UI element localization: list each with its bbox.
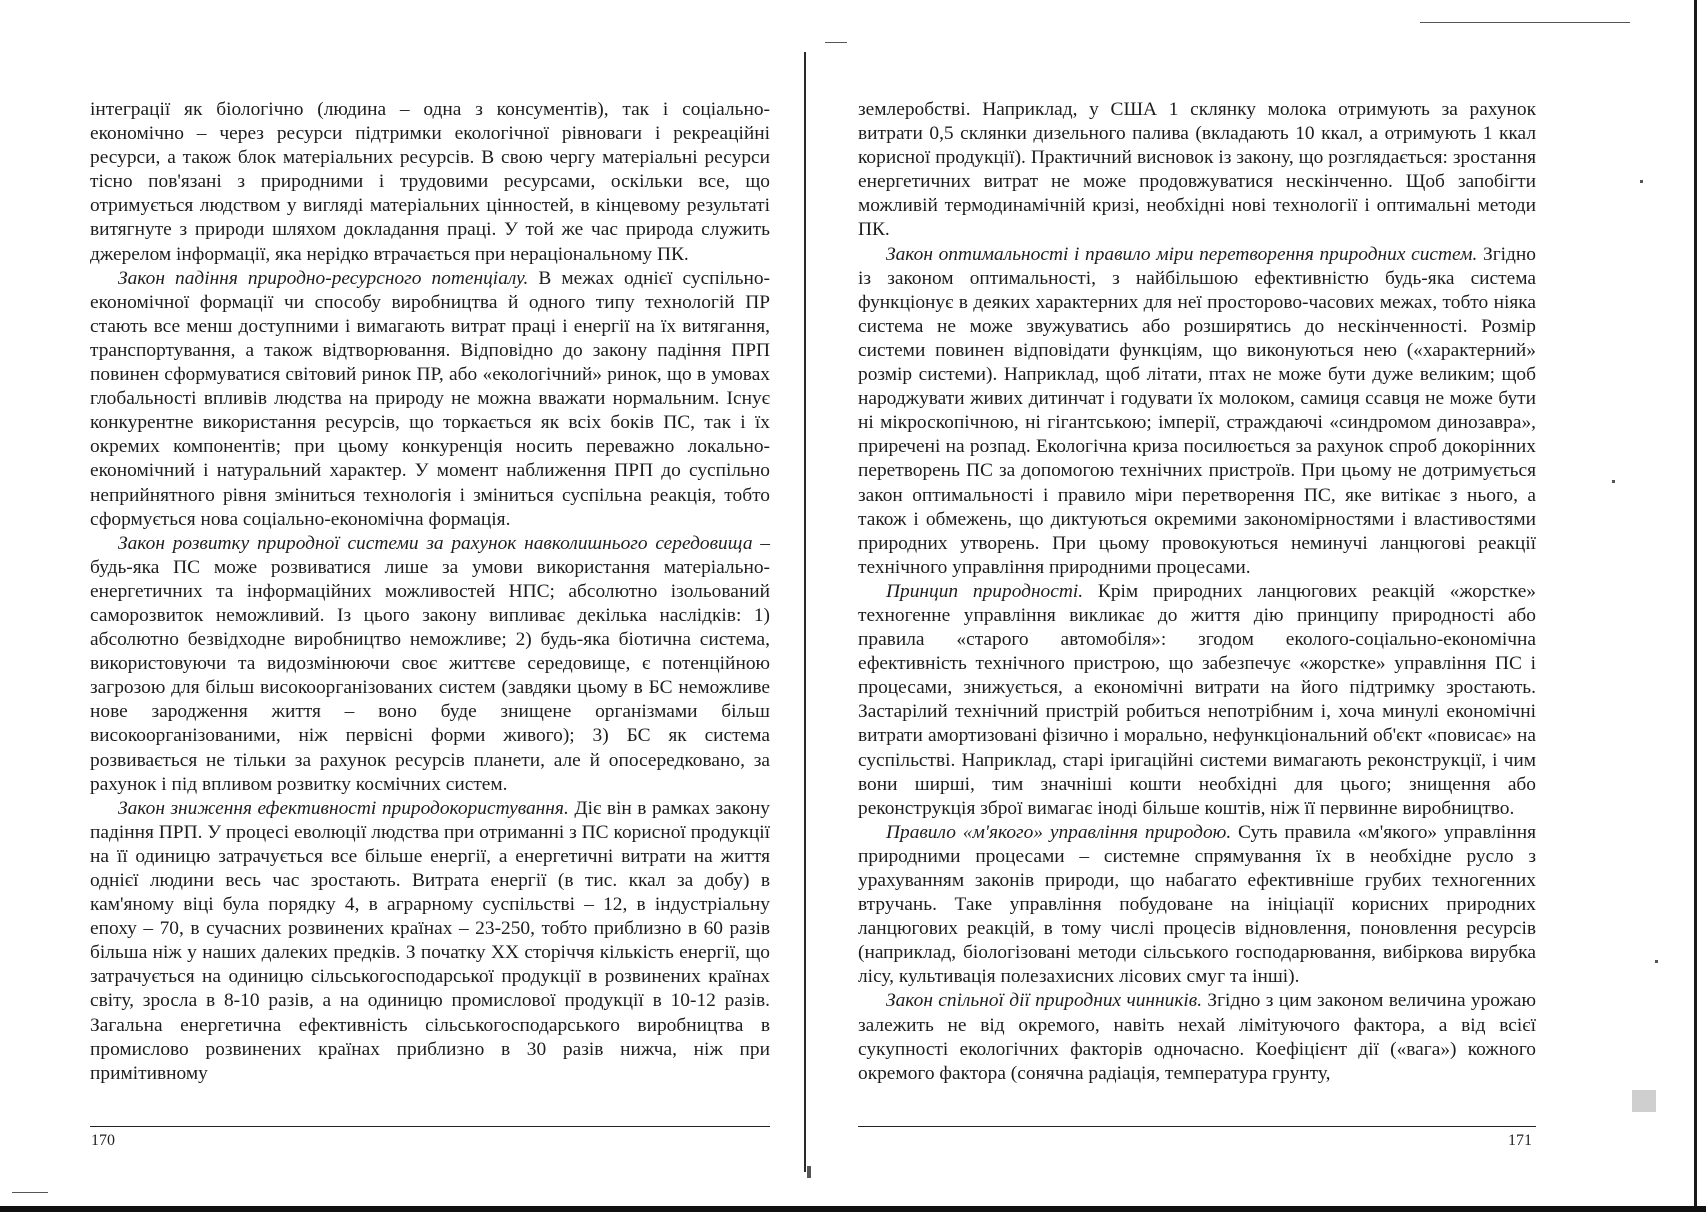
scan-right-edge — [1694, 0, 1697, 1212]
right-paragraph-2 — [858, 243, 1536, 580]
left-paragraph-3 — [90, 532, 770, 797]
right-paragraph-1 — [858, 98, 1536, 243]
paragraph-lead: Закон зниження ефективності природокористування. — [118, 797, 569, 819]
left-paragraph-2 — [90, 267, 770, 532]
right-footer-rule — [858, 1126, 1536, 1127]
left-footer-rule — [90, 1126, 770, 1127]
scan-mark — [1640, 180, 1643, 183]
paragraph-body: – будь-яка ПС може розвиватися лише за умови використання матеріально-енергетичних та інформаційних можливостей НПС; абсолютно ізольований саморозвиток неможливий. Із цього закону випливає декілька наслідків: 1) абсолютно безвідходне виробництво неможливе; 2) будь-яка біотична система, використовуючи та видозмінюючи своє життєве середовище, є потенційною загрозою для більш високоорганізованих систем (завдяки цьому в БС неможливе нове зародження життя – воно буде знищене організмами більш високоорганізованими, ніж первісні форми живого); 3) БС як система розвивається не тільки за рахунок ресурсів планети, але й опосередковано, за рахунок і під впливом розвитку космічних систем. — [90, 532, 770, 795]
paragraph-lead: Принцип природності. — [886, 580, 1084, 602]
left-page — [90, 98, 770, 1098]
scan-mark — [807, 1166, 811, 1178]
paragraph-body: інтеграції як біологічно (людина – одна з консументів), так і соціально-економічно – через ресурси підтримки екологічної рівноваги і рекреаційні ресурси, а також блок матеріальних ресурсів. В свою чергу матеріальні ресурси тісно пов'язані з природними і трудовими ресурсами, оскільки все, що отримується людством у вигляді матеріальних цінностей, в кінцевому результаті витягнуте з природи шляхом докладання праці. У той же час природа служить джерелом інформації, яка нерідко втрачається при нераціональному ПК. — [90, 99, 770, 265]
right-page-number: 171 — [1508, 1132, 1532, 1149]
paragraph-lead: Правило «м'якого» управління природою. — [886, 821, 1232, 843]
paragraph-lead: Закон спільної дії природних чинників. — [886, 990, 1203, 1012]
right-page — [858, 98, 1536, 1098]
paragraph-body: Крім природних ланцюгових реакцій «жорстке» техногенне управління викликає до життя дію принципу природності або правила «старого автомобіля»: згодом еколого-соціально-економічна ефективність технічного пристрою, що забезпечує «жорстке» управління ПС і процесами, знижується, а економічні витрати на його підтримку зростають. Застарілий технічний пристрій робиться непотрібним і, хоча минулі економічні витрати амортизовані фізично і морально, нефункціональний об'єкт «повисає» на суспільстві. Наприклад, старі іригаційні системи вимагають реконструкції, і чим вони ширші, тим значніші кошти необхідні для цього; знищення або реконструкція зброї вимагає іноді більше коштів, ніж її первинне виробництво. — [858, 580, 1536, 819]
scan-bottom-edge — [0, 1206, 1706, 1212]
right-paragraph-5 — [858, 989, 1536, 1085]
paragraph-body: Згідно із законом оптимальності, з найбільшою ефективністю будь-яка система функціонує в деяких характерних для неї просторово-часових межах, тобто ніяка система не може звужуватись або розширятись до нескінченності. Розмір системи повинен відповідати функціям, що виконуються нею («характерний» розмір системи). Наприклад, щоб літати, птах не може бути дуже великим; щоб народжувати живих дитинчат і годувати їх молоком, самиця ссавця не може бути ні мікроскопічною, ні гігантською; імперії, страждаючі «синдромом динозавра», приречені на розпад. Екологічна криза посилюється за рахунок спроб докорінних перетворень ПС за допомогою технічних пристроїв. При цьому не дотримується закон оптимальності і правило міри перетворення ПС, яке витікає з нього, а також і обмежень, що диктуються окремими закономірностями і властивостями природних утворень. При цьому провокуються неминучі ланцюгові реакції технічного управління природними процесами. — [858, 243, 1536, 578]
paragraph-body: Діє він в рамках закону падіння ПРП. У процесі еволюції людства при отриманні з ПС корисної продукції на її одиницю затрачується все більше енергії, а енергетичні витрати на життя однієї людини весь час зростають. Витрата енергії (в тис. ккал за добу) в кам'яному віці була порядку 4, в аграрному суспільстві – 12, в індустріальну епоху – 70, в сучасних розвинених країнах – 23-250, тобто приблизно в 60 разів більша ніж у наших далеких предків. З початку XX сторіччя кількість енергії, що затрачується на одиницю сільськогосподарської продукції в розвинених країнах світу, зросла в 8-10 разів, а на одиницю промислової продукції в 10-12 разів. Загальна енергетична ефективність сільськогосподарського виробництва в промислово розвинених країнах приблизно в 30 разів нижча, ніж при примітивному — [90, 797, 770, 1084]
paragraph-lead: Закон розвитку природної системи за рахунок навколишнього середовища — [118, 532, 753, 554]
scan-mark — [1632, 1090, 1656, 1112]
book-gutter — [804, 52, 806, 1172]
scan-mark — [1655, 960, 1658, 963]
right-paragraph-3 — [858, 580, 1536, 821]
paragraph-body: Суть правила «м'якого» управління природними процесами – системне спрямування їх в необхідне русло з урахуванням законів природи, що набагато ефективніше грубих техногенних втручань. Таке управління побудоване на ініціації корисних природних ланцюгових реакцій, в тому числі процесів відновлення, поновлення ресурсів (наприклад, біологізовані методи сільського господарювання, вибіркова вирубка лісу, культивація полезахисних лісових смуг та інші). — [858, 821, 1536, 988]
paragraph-body: землеробстві. Наприклад, у США 1 склянку молока отримують за рахунок витрати 0,5 склянки дизельного палива (вкладають 10 ккал, а отримують 1 ккал корисної продукції). Практичний висновок із закону, що розглядається: зростання енергетичних витрат не може продовжуватися нескінченно. Щоб запобігти можливій термодинамічній кризі, необхідні нові технології і оптимальні методи ПК. — [858, 99, 1536, 241]
scan-mark — [825, 42, 847, 43]
left-page-number: 170 — [91, 1132, 115, 1149]
left-paragraph-4 — [90, 797, 770, 1086]
right-paragraph-4 — [858, 821, 1536, 990]
paragraph-lead: Закон оптимальності і правило міри перетворення природних систем. — [886, 243, 1478, 265]
paragraph-body: В межах однієї суспільно-економічної формації чи способу виробництва й одного типу технологій ПР стають все менш доступними і вимагають витрат праці і енергії на їх витягання, транспортування, а також відтворювання. Відповідно до закону падіння ПРП повинен сформуватися світовий ринок ПР, або «екологічний» ринок, що в умовах глобальності впливів людства на природу не можна вважати нормальним. Існує конкурентне використання ресурсів, що торкається як всіх боків ПС, так і їх окремих компонентів; при цьому конкуренція носить переважно локально-економічний і натуральний характер. У момент наближення ПРП до суспільно неприйнятного рівня зміниться технологія і зміниться суспільна реакція, тобто сформується нова соціально-економічна формація. — [90, 267, 770, 530]
scan-mark — [12, 1192, 48, 1193]
scan-mark — [1612, 480, 1615, 483]
right-page-text — [858, 98, 1536, 1086]
paragraph-lead: Закон падіння природно-ресурсного потенціалу. — [118, 267, 529, 289]
left-paragraph-1 — [90, 98, 770, 267]
paragraph-body: Згідно з цим законом величина урожаю залежить не від окремого, навіть нехай лімітуючого фактора, а від всієї сукупності екологічних факторів одночасно. Коефіцієнт дії («вага») кожного окремого фактора (сонячна радіація, температура грунту, — [858, 990, 1536, 1084]
scan-mark — [1420, 22, 1630, 23]
left-page-text — [90, 98, 770, 1086]
